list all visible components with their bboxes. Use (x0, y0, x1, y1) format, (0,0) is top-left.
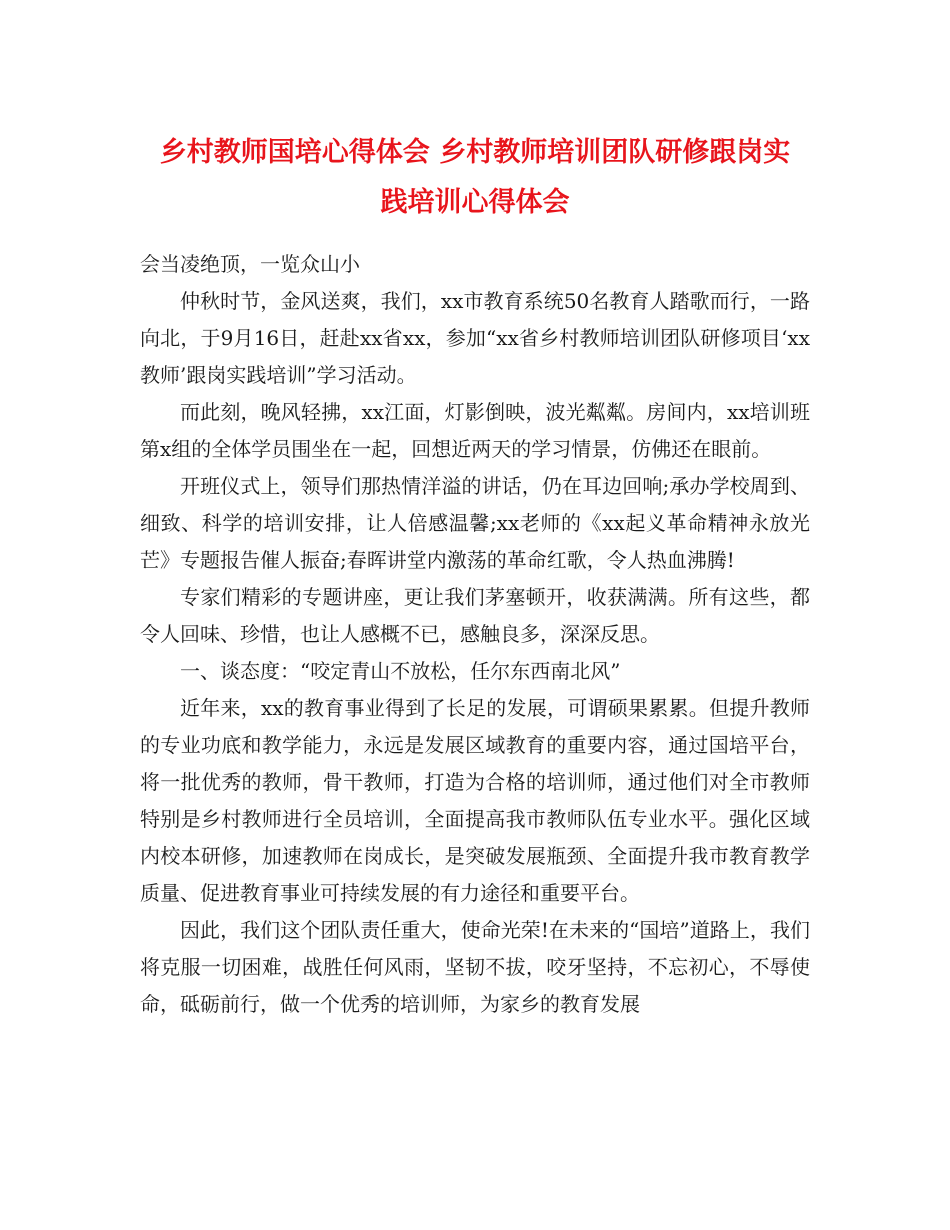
paragraph: 因此，我们这个团队责任重大，使命光荣!在未来的“国培”道路上，我们将克服一切困难，战胜任何风雨，坚韧不拔，咬牙坚持，不忘初心，不辱使命，砥砺前行，做一个优秀的培训师，为家乡的教育发展 (140, 918, 810, 1016)
paragraph: 开班仪式上，领导们那热情洋溢的讲话，仍在耳边回响;承办学校周到、细致、科学的培训安排，让人倍感温馨;xx老师的《xx起义革命精神永放光芒》专题报告催人振奋;春晖讲堂内激荡的革命红歌，令人热血沸腾! (140, 474, 810, 572)
paragraph: 近年来，xx的教育事业得到了长足的发展，可谓硕果累累。但提升教师的专业功底和教学能力，永远是发展区域教育的重要内容，通过国培平台，将一批优秀的教师，骨干教师，打造为合格的培训师，通过他们对全市教师特别是乡村教师进行全员培训，全面提高我市教师队伍专业水平。强化区域内校本研修，加速教师在岗成长，是突破发展瓶颈、全面提升我市教育教学质量、促进教育事业可持续发展的有力途径和重要平台。 (140, 696, 810, 905)
section-heading: 一、谈态度：“咬定青山不放松，任尔东西南北风” (180, 659, 621, 683)
paragraph: 专家们精彩的专题讲座，更让我们茅塞顿开，收获满满。所有这些，都令人回味、珍惜，也让人感概不已，感触良多，深深反思。 (140, 585, 810, 646)
paragraph: 仲秋时节，金风送爽，我们，xx市教育系统50名教育人踏歌而行，一路向北，于9月16日，赶赴xx省xx，参加“xx省乡村教师培训团队研修项目‘xx教师’跟岗实践培训”学习活动。 (140, 289, 810, 387)
title-line-2: 践培训心得体会 (380, 187, 570, 218)
paragraph: 而此刻，晚风轻拂，xx江面，灯影倒映，波光粼粼。房间内，xx培训班第x组的全体学员围坐在一起，回想近两天的学习情景，仿佛还在眼前。 (140, 400, 810, 461)
paragraph: 会当凌绝顶，一览众山小 (140, 252, 360, 276)
title-line-1: 乡村教师国培心得体会 乡村教师培训团队研修跟岗实 (159, 137, 791, 168)
document-title (110, 128, 840, 228)
document-body (140, 246, 810, 1023)
